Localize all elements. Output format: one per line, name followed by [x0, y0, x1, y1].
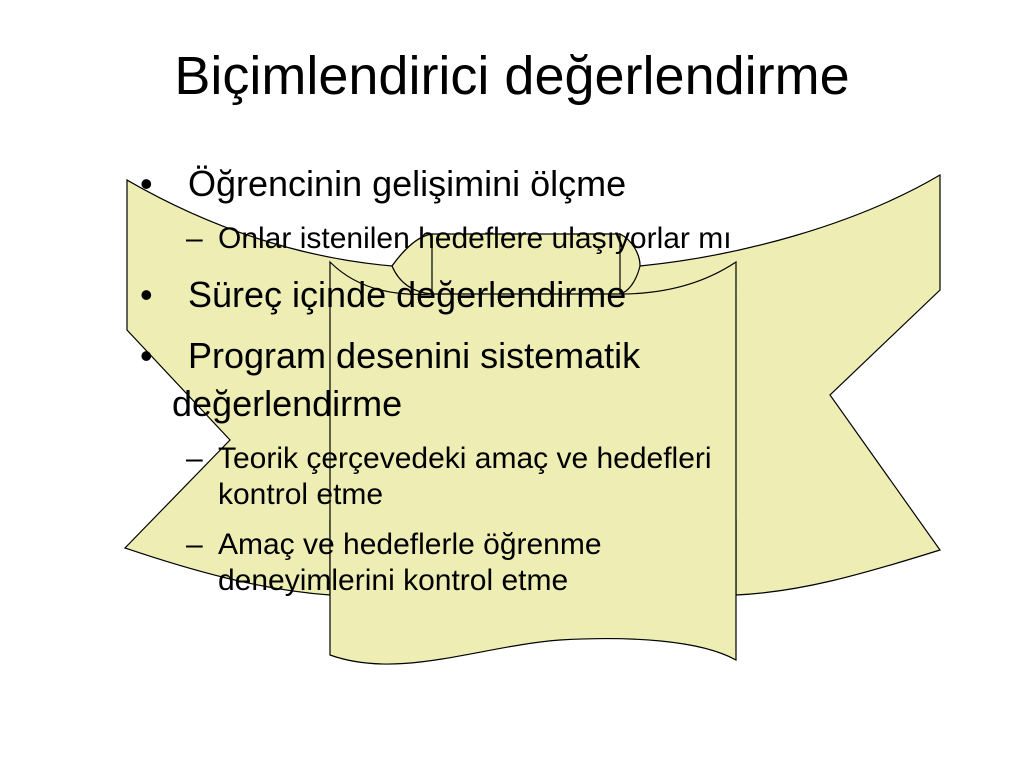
- sub-bullet-item: [130, 441, 930, 513]
- sub-bullet-item: [130, 221, 930, 257]
- sub-bullet-text: Onlar istenilen hedeflere ulaşıyorlar mı: [218, 222, 732, 255]
- sub-bullet-item: [130, 527, 930, 599]
- bullet-text: Süreç içinde değerlendirme: [188, 274, 627, 315]
- bullet-marker: •: [140, 335, 153, 376]
- sub-bullet-marker: –: [186, 222, 203, 255]
- bullet-item: [130, 332, 930, 428]
- sub-bullet-marker: –: [186, 442, 203, 475]
- bullet-marker: •: [140, 274, 153, 315]
- sub-bullet-text-continuation: deneyimlerini kontrol etme: [218, 564, 569, 597]
- bullet-item: [130, 271, 930, 319]
- sub-bullet-marker: –: [186, 528, 203, 561]
- bullet-text: Öğrencinin gelişimini ölçme: [188, 163, 627, 204]
- sub-bullet-text-continuation: kontrol etme: [218, 478, 384, 511]
- sub-bullet-text: Amaç ve hedeflerle öğrenme: [218, 528, 602, 561]
- bullet-item: [130, 160, 930, 208]
- bullet-marker: •: [140, 163, 153, 204]
- bullet-list: [130, 160, 930, 613]
- bullet-text: Program desenini sistematik: [188, 335, 641, 376]
- slide-title: Biçimlendirici değerlendirme: [174, 46, 850, 106]
- sub-bullet-text: Teorik çerçevedeki amaç ve hedefleri: [218, 442, 712, 475]
- bullet-text-continuation: değerlendirme: [172, 383, 403, 424]
